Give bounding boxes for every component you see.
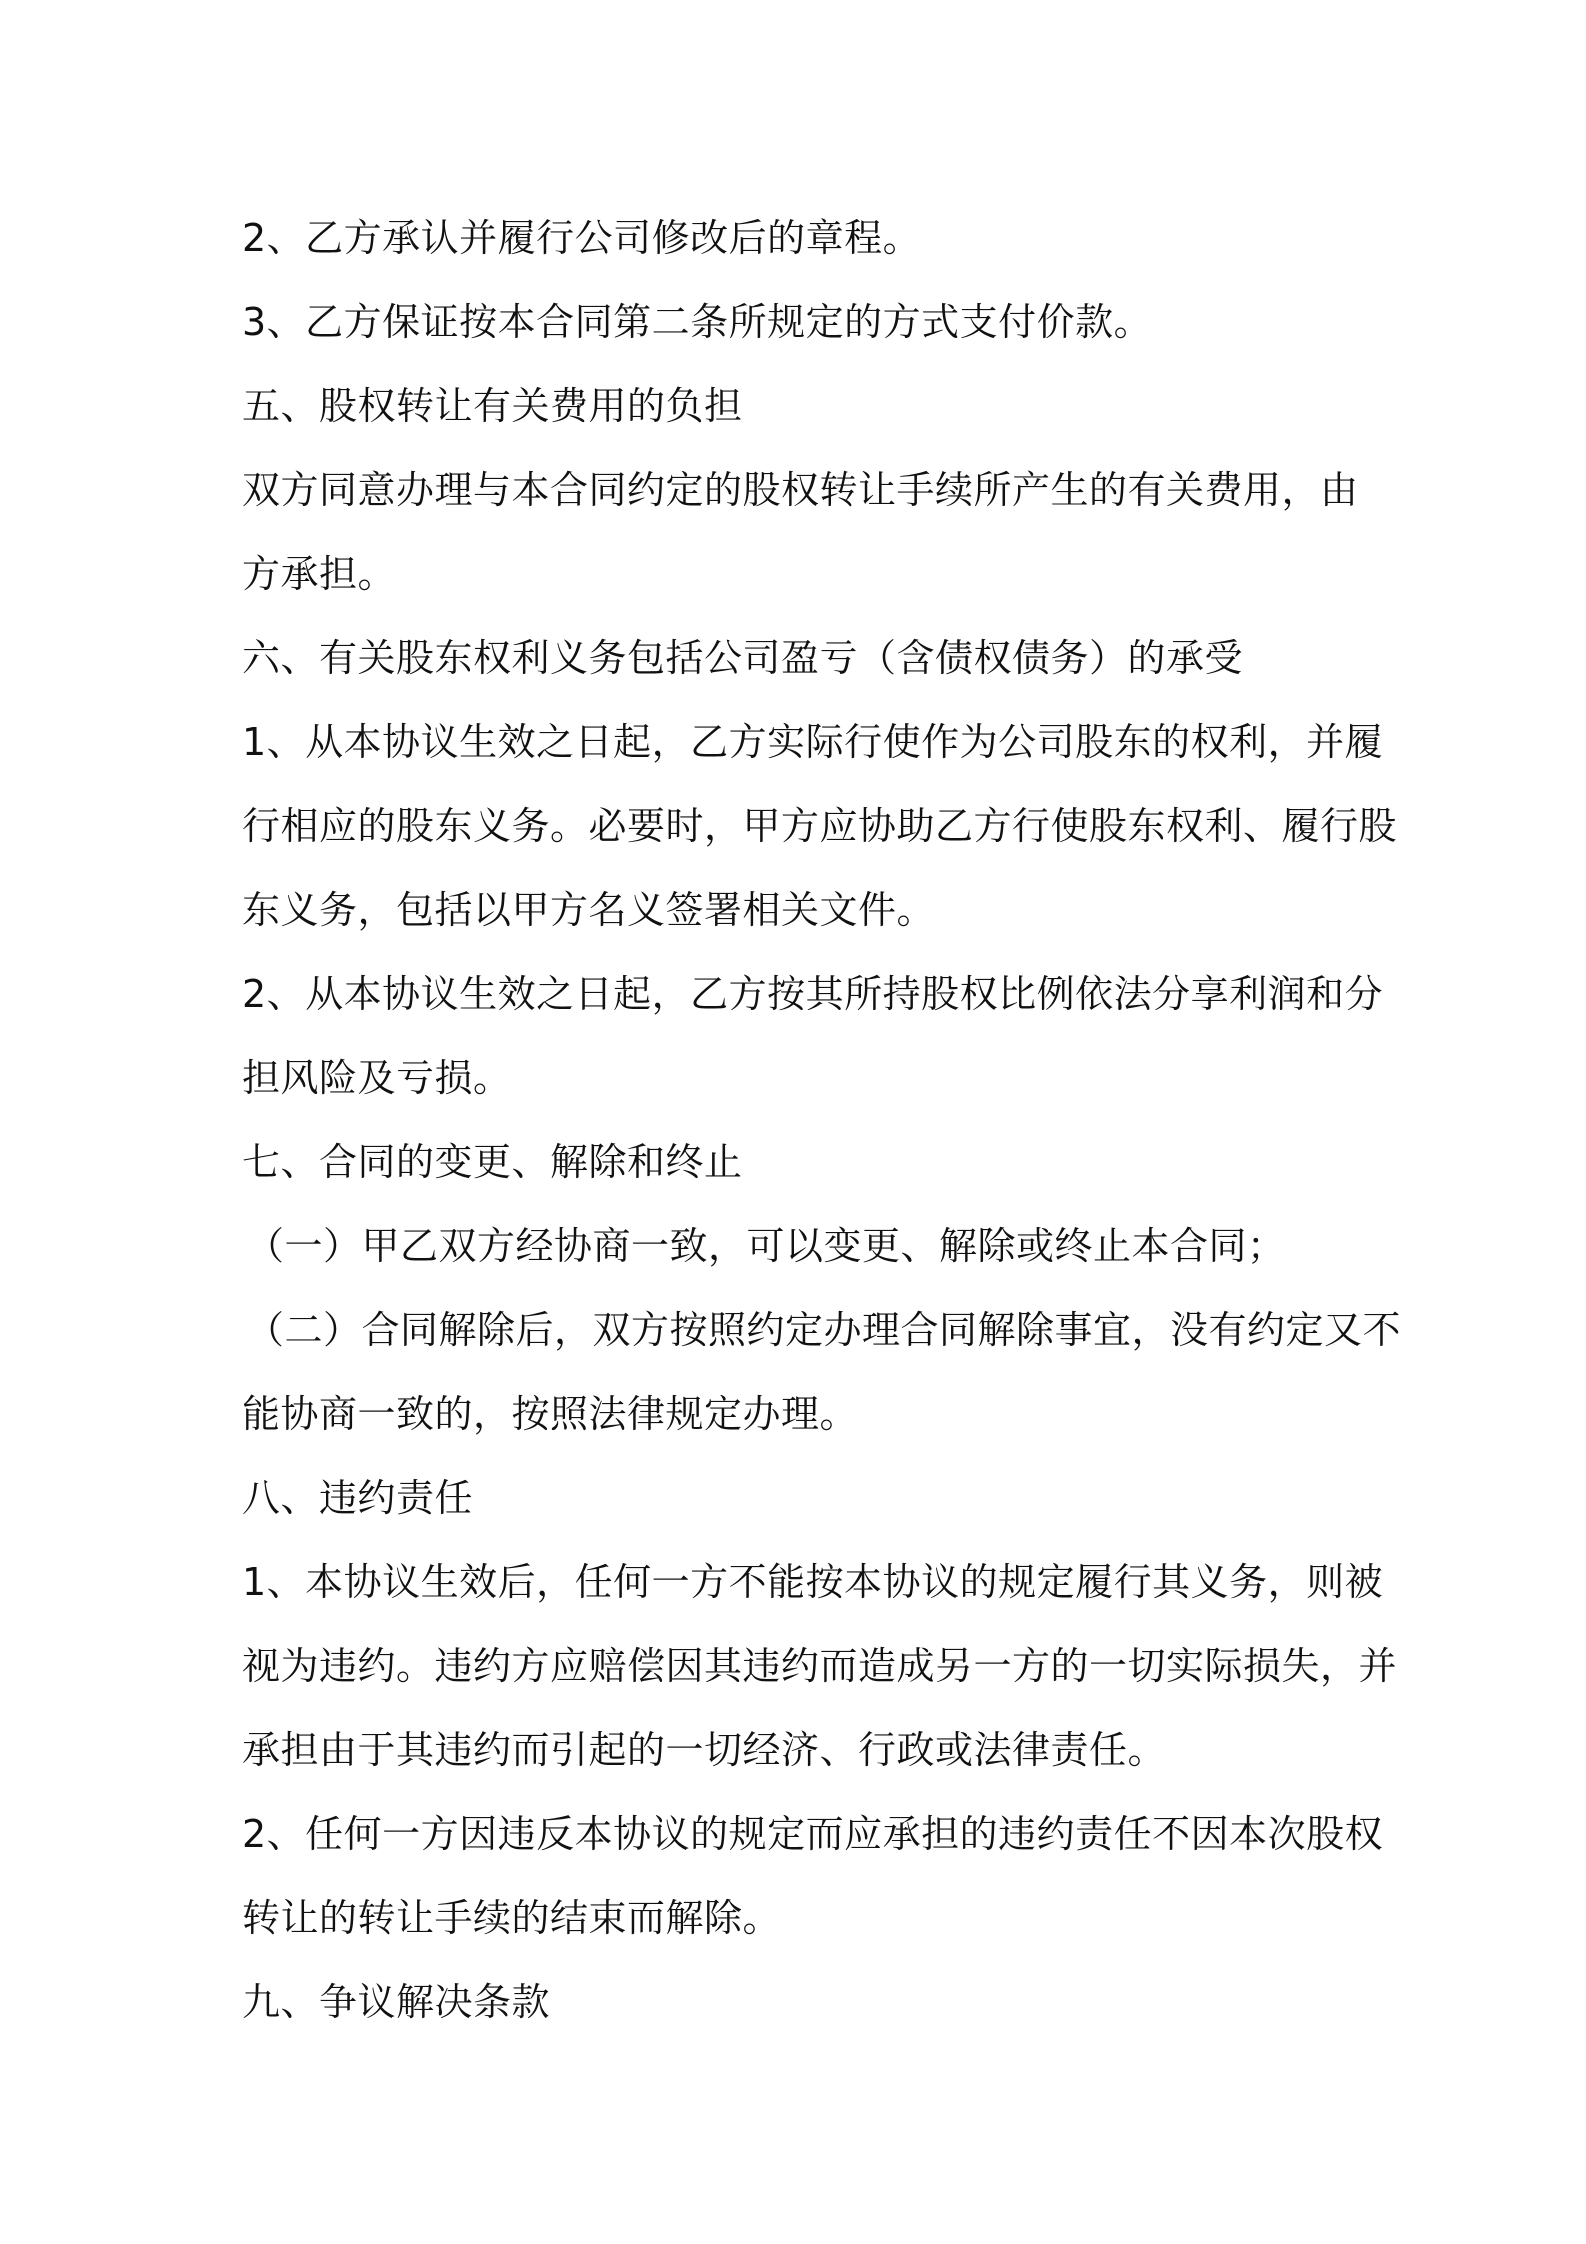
section-8-item-1-line-1: 1、本协议生效后，任何一方不能按本协议的规定履行其义务，则被 xyxy=(242,1560,1384,1604)
section-8-heading: 八、违约责任 xyxy=(242,1476,474,1520)
section-8-item-1-line-3: 承担由于其违约而引起的一切经济、行政或法律责任。 xyxy=(242,1728,1167,1772)
section-7-heading: 七、合同的变更、解除和终止 xyxy=(242,1140,743,1184)
section-7-item-2-line-2: 能协商一致的，按照法律规定办理。 xyxy=(242,1392,859,1436)
section-6-item-1-line-2: 行相应的股东义务。必要时，甲方应协助乙方行使股东权利、履行股 xyxy=(242,804,1398,848)
section-8-item-2-line-2: 转让的转让手续的结束而解除。 xyxy=(242,1896,782,1940)
section-7-item-1: （一）甲乙双方经协商一致，可以变更、解除或终止本合同； xyxy=(246,1224,1286,1268)
section-5-text-line-1: 双方同意办理与本合同约定的股权转让手续所产生的有关费用，由 xyxy=(242,468,1359,512)
clause-3-line: 3、乙方保证按本合同第二条所规定的方式支付价款。 xyxy=(242,300,1153,344)
section-8-item-2-line-1: 2、任何一方因违反本协议的规定而应承担的违约责任不因本次股权 xyxy=(242,1812,1384,1856)
section-6-item-2-line-2: 担风险及亏损。 xyxy=(242,1056,512,1100)
section-9-heading: 九、争议解决条款 xyxy=(242,1980,551,2024)
document-body xyxy=(242,196,1402,2044)
clause-2-line: 2、乙方承认并履行公司修改后的章程。 xyxy=(242,216,922,260)
section-6-item-1-line-3: 东义务，包括以甲方名义签署相关文件。 xyxy=(242,888,936,932)
section-5-heading: 五、股权转让有关费用的负担 xyxy=(242,384,743,428)
section-6-heading: 六、有关股东权利义务包括公司盈亏（含债权债务）的承受 xyxy=(242,636,1244,680)
section-6-item-1-line-1: 1、从本协议生效之日起，乙方实际行使作为公司股东的权利，并履 xyxy=(242,720,1384,764)
section-6-item-2-line-1: 2、从本协议生效之日起，乙方按其所持股权比例依法分享利润和分 xyxy=(242,972,1384,1016)
section-5-text-line-2: 方承担。 xyxy=(242,552,397,596)
section-8-item-1-line-2: 视为违约。违约方应赔偿因其违约而造成另一方的一切实际损失，并 xyxy=(242,1644,1398,1688)
section-7-item-2-line-1: （二）合同解除后，双方按照约定办理合同解除事宜，没有约定又不 xyxy=(246,1308,1402,1352)
